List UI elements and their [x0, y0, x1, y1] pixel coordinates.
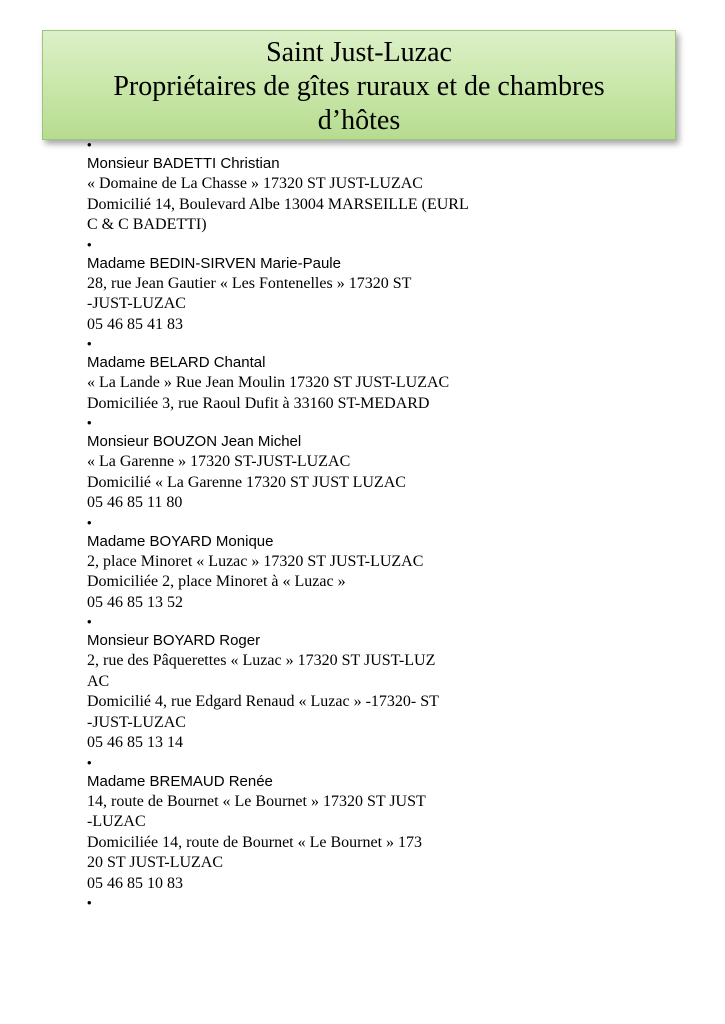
list-bullet: • [87, 754, 92, 770]
owner-address-line: 05 46 85 13 52 [87, 593, 183, 611]
list-bullet: • [87, 614, 92, 629]
owner-address-line: -JUST-LUZAC [87, 295, 186, 312]
owner-address-line: « La Lande » Rue Jean Moulin 17320 ST JUST-LUZAC [87, 374, 450, 391]
owner-address-line: 2, place Minoret « Luzac » 17320 ST JUST-LUZAC [87, 552, 424, 570]
owner-address-line: 05 46 85 11 80 [87, 494, 183, 511]
owner-name: Monsieur BOUZON Jean Michel [87, 433, 302, 450]
owner-address-line: 14, route de Bournet « Le Bournet » 17320 ST JUST [87, 792, 426, 810]
title-line-3: d’hôtes [317, 105, 401, 136]
owner-name: Madame BELARD Chantal [87, 354, 266, 371]
list-bullet: • [87, 415, 92, 430]
owner-address-line: « La Garenne » 17320 ST-JUST-LUZAC [87, 453, 351, 470]
owner-address-line: « Domaine de La Chasse » 17320 ST JUST-LUZAC [87, 175, 423, 192]
list-bullet: • [87, 514, 92, 530]
owner-entry [87, 154, 547, 236]
owner-address-line: 05 46 85 13 14 [87, 734, 183, 751]
owner-name: Madame BREMAUD Renée [87, 772, 273, 790]
owner-address-line: Domiciliée 14, route de Bournet « Le Bournet » 173 [87, 833, 423, 851]
owner-address-line: Domiciliée 2, place Minoret à « Luzac » [87, 573, 346, 590]
title-line-2: Propriétaires de gîtes ruraux et de chambres [113, 71, 605, 102]
owner-address-line: C & C BADETTI) [87, 216, 207, 233]
list-bullet: • [87, 336, 92, 351]
owner-address-line: 20 ST JUST-LUZAC [87, 854, 224, 871]
owner-entry [87, 631, 547, 754]
document-title-box [42, 30, 676, 140]
owner-address-line: Domicilié « La Garenne 17320 ST JUST LUZAC [87, 473, 406, 491]
owner-list [87, 136, 547, 912]
owner-address-line: AC [87, 672, 110, 690]
owner-name: Madame BEDIN-SIRVEN Marie-Paule [87, 254, 341, 272]
owner-name: Monsieur BADETTI Christian [87, 155, 280, 172]
owner-entry [87, 772, 547, 895]
owner-address-line: -LUZAC [87, 813, 146, 830]
owner-address-line: Domiciliée 3, rue Raoul Dufit à 33160 ST-MEDARD [87, 394, 430, 412]
owner-address-line: 2, rue des Pâquerettes « Luzac » 17320 ST JUST-LUZ [87, 652, 436, 669]
list-bullet: • [87, 895, 92, 910]
owner-address-line: 28, rue Jean Gautier « Les Fontenelles » 17320 ST [87, 274, 412, 292]
owner-entry [87, 254, 547, 336]
owner-entry [87, 532, 547, 614]
owner-name: Madame BOYARD Monique [87, 532, 274, 550]
owner-address-line: 05 46 85 10 83 [87, 874, 183, 892]
list-bullet: • [87, 236, 92, 252]
owner-address-line: Domicilié 4, rue Edgard Renaud « Luzac » -17320- ST [87, 693, 439, 710]
owner-address-line: 05 46 85 41 83 [87, 315, 183, 333]
owner-entry [87, 353, 547, 414]
owner-entry [87, 432, 547, 514]
list-bullet: • [87, 137, 92, 152]
owner-name: Monsieur BOYARD Roger [87, 632, 261, 649]
title-line-1: Saint Just-Luzac [266, 37, 452, 68]
owner-address-line: Domicilié 14, Boulevard Albe 13004 MARSEILLE (EURL [87, 195, 469, 213]
owner-address-line: -JUST-LUZAC [87, 713, 186, 731]
